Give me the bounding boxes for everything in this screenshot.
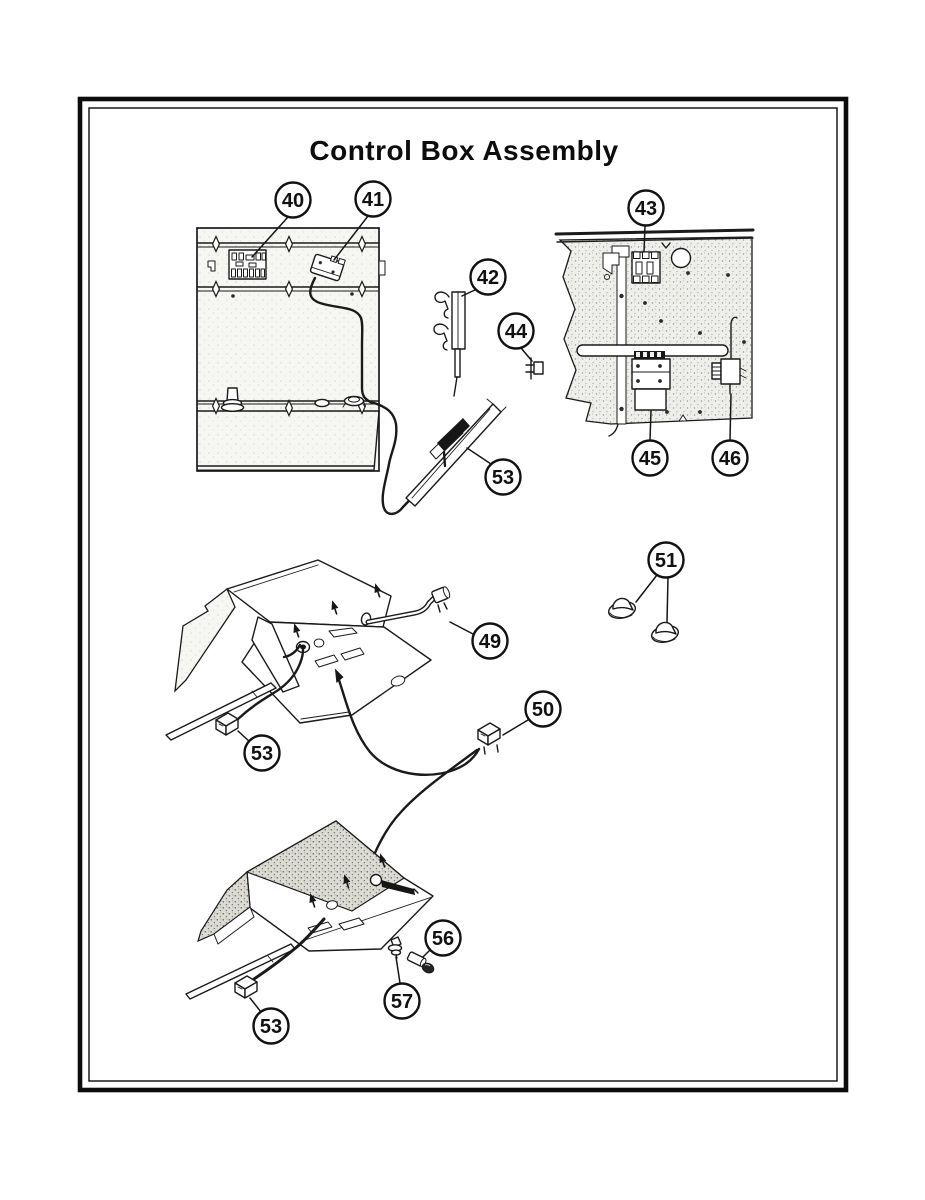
panel-side-tab — [379, 261, 385, 275]
callout-56 — [423, 921, 461, 958]
callout-51 — [636, 543, 684, 623]
tube-fitting — [431, 586, 451, 603]
leader-line — [503, 720, 528, 735]
callout-57 — [385, 957, 420, 1019]
callout-label: 41 — [361, 189, 385, 211]
callout-53-igniter-middle — [238, 731, 280, 771]
left-control-panel-drawing — [197, 228, 385, 471]
callout-label: 57 — [390, 991, 414, 1013]
callout-label: 49 — [478, 631, 502, 653]
spring-clip-lower — [434, 324, 448, 350]
callout-label: 53 — [250, 743, 274, 765]
leader-line — [644, 226, 645, 252]
control-knob-right-51 — [650, 622, 680, 644]
terminal-block-part-43 — [632, 252, 660, 283]
leader-line — [450, 622, 473, 634]
callout-label: 50 — [531, 699, 555, 721]
plug-part-57 — [389, 937, 402, 958]
terminal-block-part-40 — [229, 250, 266, 279]
leader-line — [423, 950, 430, 957]
igniter-electrode-upper-53 — [374, 399, 506, 514]
callout-label: 44 — [504, 321, 528, 343]
left-wing — [175, 589, 235, 691]
leader-line — [667, 577, 668, 622]
relay-part-45 — [632, 351, 670, 410]
callout-label: 53 — [259, 1016, 283, 1038]
panel-oval-hole — [315, 399, 329, 406]
leader-line — [250, 998, 261, 1012]
panel-body — [197, 228, 379, 471]
callout-label: 43 — [634, 198, 658, 220]
callout-label: 46 — [718, 448, 742, 470]
fittings-part-56 — [407, 951, 436, 974]
switch-part-50 — [478, 723, 500, 754]
spring-clip-upper — [435, 292, 449, 318]
control-knob-left-51 — [607, 598, 637, 620]
leader-line — [467, 448, 491, 464]
callout-50 — [503, 692, 561, 736]
bracket-part-42 — [434, 292, 465, 396]
leader-line — [650, 411, 651, 440]
leader-line — [636, 575, 657, 602]
callout-label: 56 — [431, 928, 455, 950]
electrode-blade — [406, 404, 501, 506]
leader-line — [238, 731, 250, 742]
middle-control-box-drawing — [166, 560, 680, 775]
callout-44 — [499, 314, 534, 362]
panel-round-hole — [672, 249, 691, 268]
leader-line — [521, 348, 532, 361]
callout-label: 45 — [638, 448, 662, 470]
callout-49 — [450, 622, 508, 659]
callout-label: 42 — [476, 267, 500, 289]
d-shaped-hole — [314, 639, 324, 647]
callout-label: 51 — [654, 550, 678, 572]
clip-part-44 — [526, 358, 543, 379]
callout-label: 53 — [491, 467, 515, 489]
callout-label: 40 — [281, 190, 305, 212]
callout-42 — [462, 260, 506, 297]
leader-line — [730, 394, 731, 440]
callout-53-igniter-bottom — [250, 998, 289, 1044]
right-control-panel-drawing — [556, 230, 753, 436]
diagram-title: Control Box Assembly — [309, 135, 619, 166]
callout-53-igniter-top — [467, 448, 521, 495]
electrode-pin — [455, 349, 460, 377]
leader-line — [396, 957, 400, 983]
